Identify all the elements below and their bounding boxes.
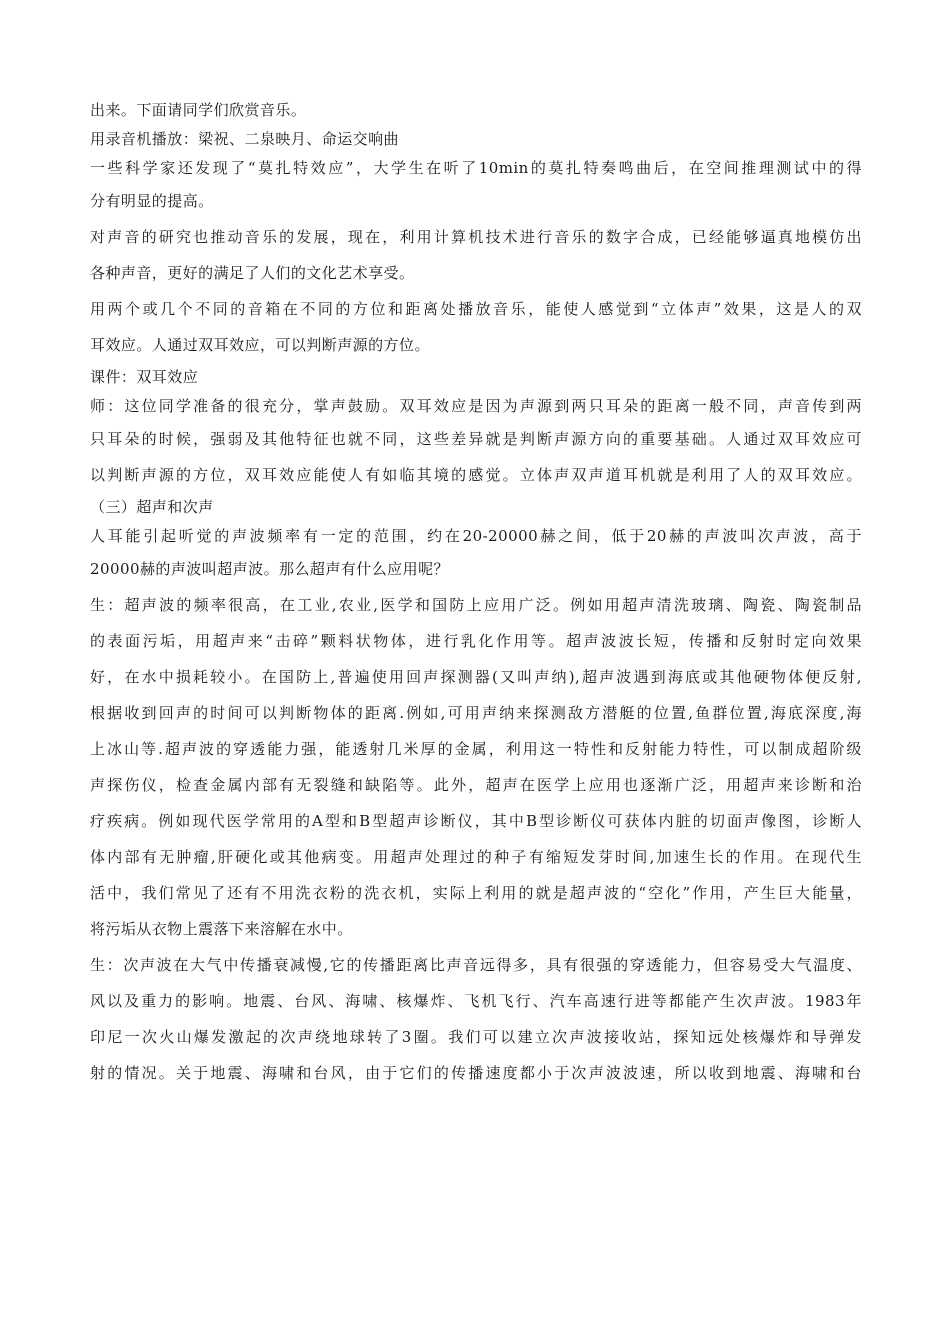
text-line: 生：次声波在大气中传播衰减慢,它的传播距离比声音远得多，具有很强的穿透能力，但容易受大气温度、	[90, 956, 862, 974]
text-line: 生：超声波的频率很高，在工业,农业,医学和国防上应用广泛。例如用超声清洗玻璃、陶瓷、陶瓷制品	[90, 596, 862, 614]
text-line: 各种声音，更好的满足了人们的文化艺术享受。	[90, 264, 415, 282]
text-line: 上冰山等.超声波的穿透能力强，能透射几米厚的金属，利用这一特性和反射能力特性，可以制成超阶级	[90, 740, 862, 758]
text-line: 射的情况。关于地震、海啸和台风，由于它们的传播速度都小于次声波波速，所以收到地震、海啸和台	[90, 1064, 862, 1082]
text-line: 的表面污垢，用超声来“击碎”颗料状物体，进行乳化作用等。超声波波长短，传播和反射时定向效果	[90, 632, 862, 650]
section-heading: （三）超声和次声	[90, 498, 214, 516]
text-line: 疗疾病。例如现代医学常用的A型和B型超声诊断仪，其中B型诊断仪可获体内脏的切面声像图，诊断人	[90, 812, 862, 830]
text-line: 声探伤仪，检查金属内部有无裂缝和缺陷等。此外，超声在医学上应用也逐渐广泛，用超声来诊断和治	[90, 776, 862, 794]
text-line: 以判断声源的方位，双耳效应能使人有如临其境的感觉。立体声双声道耳机就是利用了人的双耳效应。	[90, 466, 862, 484]
text-line: 体内部有无肿瘤,肝硬化或其他病变。用超声处理过的种子有缩短发芽时间,加速生长的作用。在现代生	[90, 848, 862, 866]
text-line: 活中，我们常见了还有不用洗衣粉的洗衣机，实际上利用的就是超声波的“空化”作用，产生巨大能量，	[90, 884, 862, 902]
text-line: 20000赫的声波叫超声波。那么超声有什么应用呢？	[90, 560, 449, 578]
text-line: 师：这位同学准备的很充分，掌声鼓励。双耳效应是因为声源到两只耳朵的距离一般不同，声音传到两	[90, 397, 862, 415]
text-line: 出来。下面请同学们欣赏音乐。	[90, 101, 307, 119]
text-line: 对声音的研究也推动音乐的发展，现在，利用计算机技术进行音乐的数字合成，已经能够逼真地模仿出	[90, 228, 862, 246]
text-line: 好，在水中损耗较小。在国防上,普遍使用回声探测器(又叫声纳),超声波遇到海底或其他硬物体便反射,	[90, 668, 862, 686]
text-line: 耳效应。人通过双耳效应，可以判断声源的方位。	[90, 336, 430, 354]
text-line: 印尼一次火山爆发激起的次声绕地球转了3圈。我们可以建立次声波接收站，探知远处核爆炸和导弹发	[90, 1028, 862, 1046]
document-page	[90, 96, 862, 1091]
text-line: 课件：双耳效应	[90, 368, 199, 386]
text-line: 分有明显的提高。	[90, 192, 214, 210]
text-line: 将污垢从衣物上震落下来溶解在水中。	[90, 920, 353, 938]
text-line: 风以及重力的影响。地震、台风、海啸、核爆炸、飞机飞行、汽车高速行进等都能产生次声波。1983年	[90, 992, 862, 1010]
text-line: 只耳朵的时候，强弱及其他特征也就不同，这些差异就是判断声源方向的重要基础。人通过双耳效应可	[90, 430, 862, 448]
text-line: 用两个或几个不同的音箱在不同的方位和距离处播放音乐，能使人感觉到“立体声”效果，这是人的双	[90, 300, 862, 318]
text-line: 人耳能引起听觉的声波频率有一定的范围，约在20-20000赫之间，低于20赫的声波叫次声波，高于	[90, 527, 862, 545]
text-line: 一些科学家还发现了“莫扎特效应”，大学生在听了10min的莫扎特奏鸣曲后，在空间推理测试中的得	[90, 159, 862, 177]
text-line: 根据收到回声的时间可以判断物体的距离.例如,可用声纳来探测敌方潜艇的位置,鱼群位置,海底深度,海	[90, 704, 862, 722]
text-line: 用录音机播放：梁祝、二泉映月、命运交响曲	[90, 130, 400, 148]
